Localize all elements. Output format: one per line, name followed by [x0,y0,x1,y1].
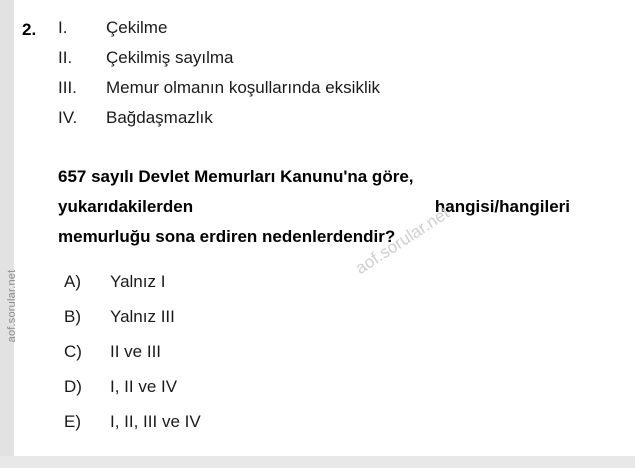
list-item-label: III. [58,78,77,97]
list-item-text: Çekilmiş sayılma [106,48,234,67]
list-item-text: Çekilme [106,18,168,37]
roman-numeral-list [58,18,598,138]
list-item-text: Memur olmanın koşullarında eksiklik [106,78,380,97]
option-key: A) [64,272,81,291]
option-d[interactable] [64,377,564,412]
option-e[interactable] [64,412,564,447]
question-stem [58,162,570,252]
option-text: I, II ve IV [110,377,178,396]
option-key: D) [64,377,82,396]
stem-segment: hangisi/hangileri [434,197,570,216]
answer-options [64,272,564,447]
bottom-margin-strip [0,456,635,468]
list-item-text: Bağdaşmazlık [106,108,213,127]
option-text: I, II, III ve IV [110,412,201,431]
list-item [58,18,598,48]
list-item [58,108,598,138]
option-c[interactable] [64,342,564,377]
option-a[interactable] [64,272,564,307]
list-item-label: I. [58,18,68,37]
stem-line [58,192,570,222]
list-item [58,78,598,108]
question-number: 2. [22,20,37,39]
option-text: II ve III [110,342,162,361]
option-key: E) [64,412,81,431]
option-b[interactable] [64,307,564,342]
stem-segment: yukarıdakilerden [58,197,194,216]
list-item-label: II. [58,48,73,67]
option-key: C) [64,342,82,361]
left-margin-strip [0,0,14,468]
option-key: B) [64,307,81,326]
list-item-label: IV. [58,108,78,127]
stem-line: memurluğu sona erdiren nedenlerdendir? [58,227,396,246]
option-text: Yalnız I [110,272,166,291]
body-watermark: aof.sorular.net [352,203,453,278]
margin-watermark: aof.sorular.net [6,269,18,343]
stem-line: 657 sayılı Devlet Memurları Kanunu'na göre, [58,167,414,186]
list-item [58,48,598,78]
option-text: Yalnız III [110,307,175,326]
